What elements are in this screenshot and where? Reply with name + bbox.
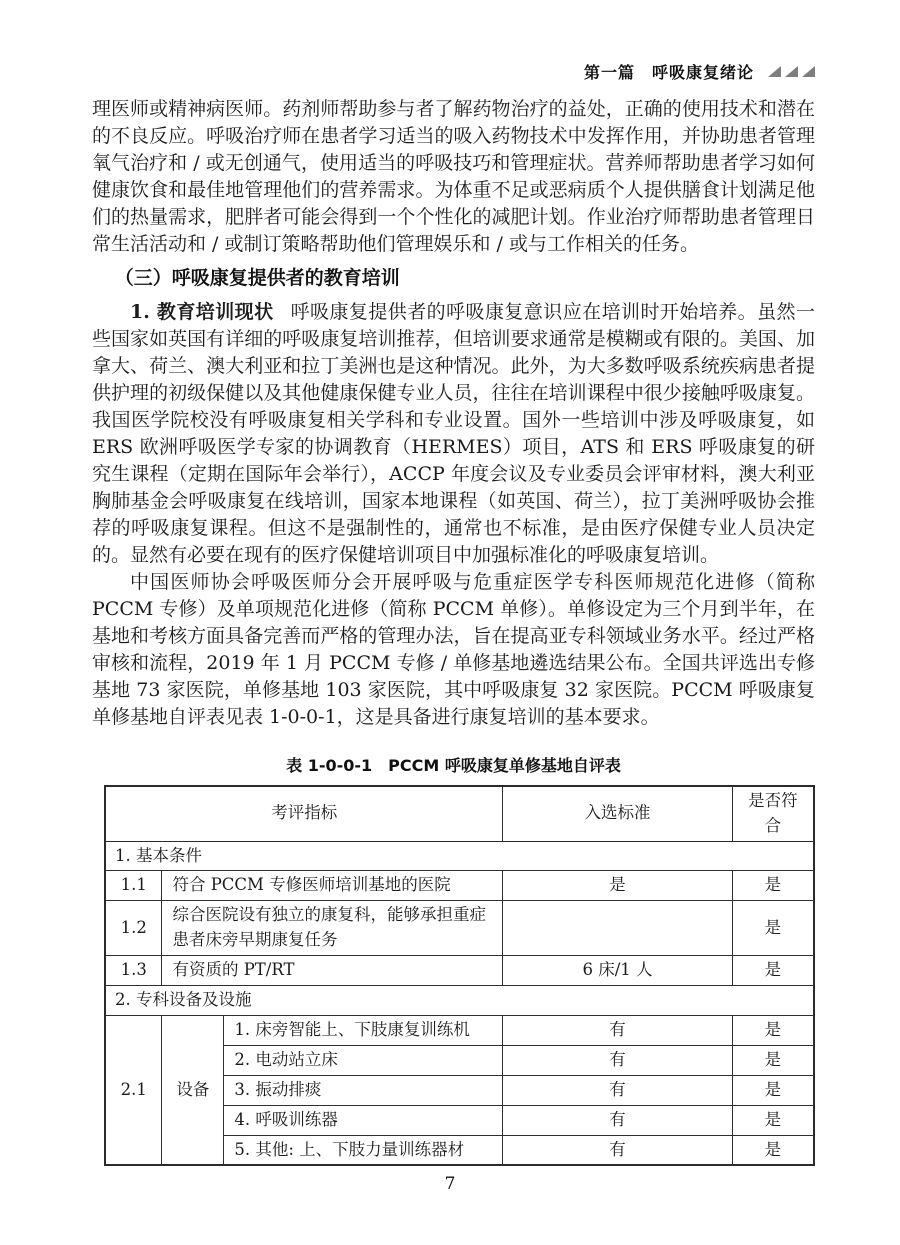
page-content [92, 96, 815, 1166]
running-head [584, 60, 815, 83]
running-head-title: 第一篇 呼吸康复绪论 [583, 63, 754, 82]
row-match: 是 [732, 901, 814, 956]
table-caption: 表 1-0-0-1 PCCM 呼吸康复单修基地自评表 [286, 756, 621, 775]
table-header-row [105, 786, 814, 841]
row-number: 1.1 [105, 871, 162, 901]
table-row [105, 1015, 814, 1045]
triangle-icon [785, 66, 798, 77]
row-number: 1.3 [105, 955, 162, 985]
row-match: 是 [732, 871, 814, 901]
triangle-icon [768, 66, 781, 77]
row-indicator: 3. 振动排痰 [224, 1075, 503, 1105]
row-indicator: 4. 呼吸训练器 [224, 1105, 503, 1135]
table-row [105, 901, 814, 956]
section-marker-triangles-icon [764, 66, 815, 77]
self-evaluation-table [104, 785, 815, 1166]
row-match: 是 [732, 1075, 814, 1105]
paragraph-education-status-text: 呼吸康复提供者的呼吸康复意识应在培训时开始培养。虽然一些国家如英国有详细的呼吸康复培训推荐，但培训要求通常是模糊或有限的。美国、加拿大、荷兰、澳大利亚和拉丁美洲也是这种情况。此外，为大多数呼吸系统疾病患者提供护理的初级保健以及其他健康保健专业人员，往往在培训课程中很少接触呼吸康复。我国医学院校没有呼吸康复相关学科和专业设置。国外一些培训中涉及呼吸康复，如 ERS 欧洲呼吸医学专家的协调教育（HERMES）项目，ATS 和 ERS 呼吸康复的研究生课程（定期在国际年会举行），ACCP 年度会议及专业委员会评审材料，澳大利亚胸肺基金会呼吸康复在线培训，国家本地课程（如英国、荷兰），拉丁美洲呼吸协会推荐的呼吸康复课程。但这不是强制性的，通常也不标准，是由医疗保健专业人员决定的。显然有必要在现有的医疗保健培训项目中加强标准化的呼吸康复培训。 [92, 301, 815, 566]
row-match: 是 [732, 955, 814, 985]
row-indicator: 2. 电动站立床 [224, 1045, 503, 1075]
row-standard: 有 [503, 1135, 732, 1165]
runin-heading: 1. 教育培训现状 [130, 301, 274, 323]
row-indicator: 5. 其他: 上、下肢力量训练器材 [224, 1135, 503, 1165]
row-standard: 有 [503, 1075, 732, 1105]
col-header-match: 是否符合 [732, 786, 814, 841]
row-match: 是 [732, 1135, 814, 1165]
row-number: 1.2 [105, 901, 162, 956]
table-row [105, 955, 814, 985]
paragraph-education-status [92, 299, 815, 569]
group-category: 设备 [162, 1015, 224, 1165]
paragraph-continuation: 理医师或精神病医师。药剂师帮助参与者了解药物治疗的益处，正确的使用技术和潜在的不良反应。呼吸治疗师在患者学习适当的吸入药物技术中发挥作用，并协助患者管理氧气治疗和 / 或无创通气，使用适当的呼吸技巧和管理症状。营养师帮助患者学习如何健康饮食和最佳地管理他们的营养需求。为体重不足或恶病质个人提供膳食计划满足他们的热量需求，肥胖者可能会得到一个个性化的减肥计划。作业治疗师帮助患者管理日常生活活动和 / 或制订策略帮助他们管理娱乐和 / 或与工作相关的任务。 [92, 98, 815, 255]
group-number: 2.1 [105, 1015, 162, 1165]
row-indicator: 综合医院设有独立的康复科，能够承担重症患者床旁早期康复任务 [162, 901, 503, 956]
row-indicator: 符合 PCCM 专修医师培训基地的医院 [162, 871, 503, 901]
section-title: 2. 专科设备及设施 [105, 985, 814, 1015]
row-standard: 6 床/1 人 [503, 955, 732, 985]
page-number: 7 [444, 1174, 456, 1194]
row-indicator: 1. 床旁智能上、下肢康复训练机 [224, 1015, 503, 1045]
row-standard: 有 [503, 1015, 732, 1045]
table-row [105, 871, 814, 901]
row-standard: 有 [503, 1045, 732, 1075]
row-indicator: 有资质的 PT/RT [162, 955, 503, 985]
section-row-equipment [105, 985, 814, 1015]
section-title: 1. 基本条件 [105, 841, 814, 871]
section-heading: （三）呼吸康复提供者的教育培训 [114, 267, 400, 289]
col-header-indicator: 考评指标 [105, 786, 503, 841]
row-standard: 是 [503, 871, 732, 901]
row-match: 是 [732, 1105, 814, 1135]
row-match: 是 [732, 1015, 814, 1045]
paragraph-pccm: 中国医师协会呼吸医师分会开展呼吸与危重症医学专科医师规范化进修（简称 PCCM 专修）及单项规范化进修（简称 PCCM 单修）。单修设定为三个月到半年，在基地和考核方面具备完善而严格的管理办法，旨在提高亚专科领域业务水平。经过严格审核和流程，2019 年 1 月 PCCM 专修 / 单修基地遴选结果公布。全国共评选出专修基地 73 家医院，单修基地 103 家医院，其中呼吸康复 32 家医院。PCCM 呼吸康复单修基地自评表见表 1-0-0-1，这是具备进行康复培训的基本要求。 [92, 571, 815, 728]
row-standard: 有 [503, 1105, 732, 1135]
row-standard [503, 901, 732, 956]
col-header-standard: 入选标准 [503, 786, 732, 841]
section-row-basic [105, 841, 814, 871]
row-match: 是 [732, 1045, 814, 1075]
triangle-icon [802, 66, 815, 77]
